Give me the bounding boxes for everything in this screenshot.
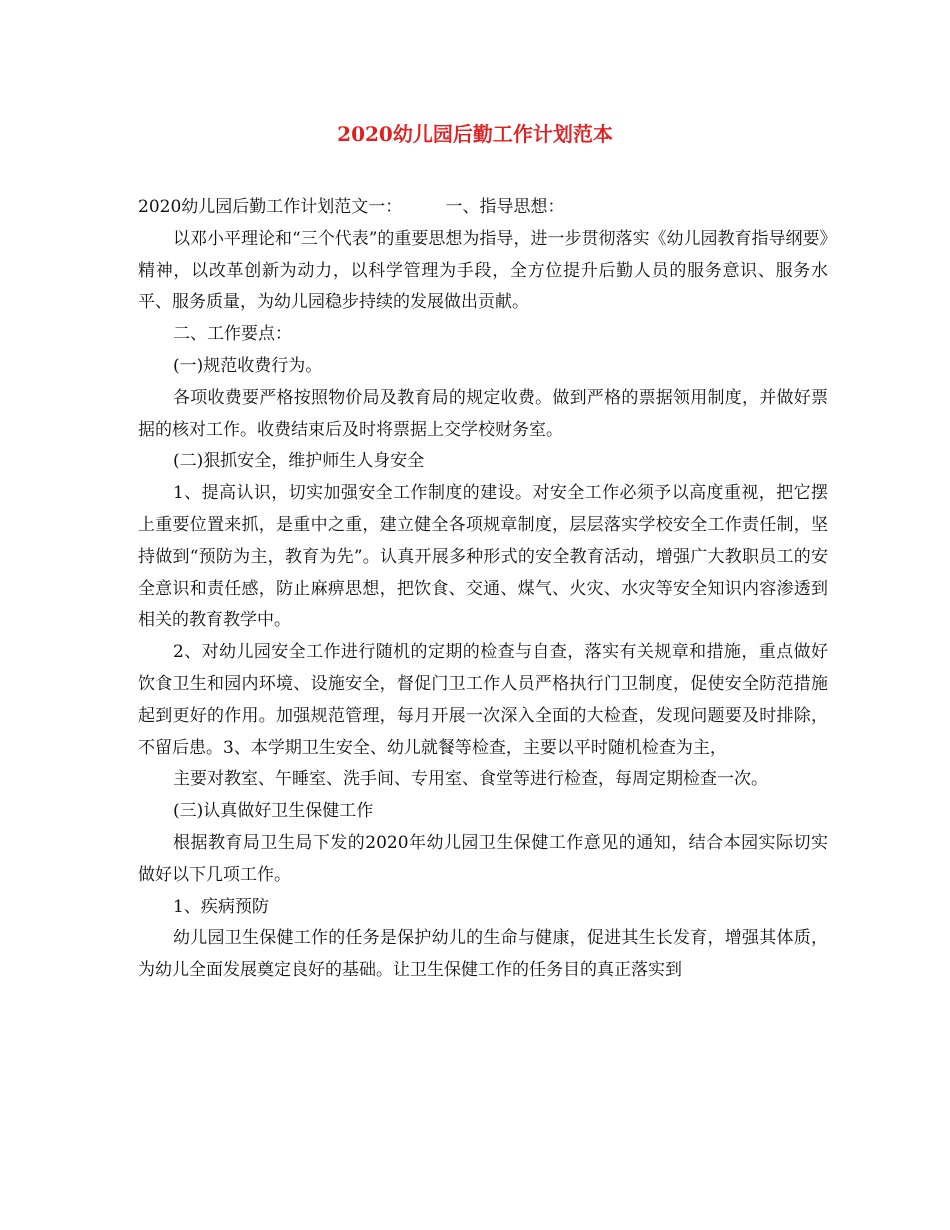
paragraph: (二)狠抓安全，维护师生人身安全 — [173, 451, 425, 472]
paragraph: 以邓小平理论和“三个代表”的重要思想为指导，进一步贯彻落实《幼儿园教育指导纲要》精神，以改革创新为动力，以科学管理为手段，全方位提升后勤人员的服务意识、服务水平、服务质量，为幼儿园稳步持续的发展做出贡献。 — [138, 228, 828, 313]
paragraph: 主要对教室、午睡室、洗手间、专用室、食堂等进行检查，每周定期检查一次。 — [173, 769, 768, 790]
document-body — [138, 192, 828, 987]
paragraph: 2020幼儿园后勤工作计划范文一： 一、指导思想： — [138, 197, 565, 217]
paragraph: (一)规范收费行为。 — [173, 355, 323, 376]
paragraph: 根据教育局卫生局下发的2020年幼儿园卫生保健工作意见的通知，结合本园实际切实做好以下几项工作。 — [138, 832, 828, 885]
document-title: 2020幼儿园后勤工作计划范本 — [337, 122, 613, 146]
paragraph: 1、提高认识，切实加强安全工作制度的建设。对安全工作必须予以高度重视，把它摆上重要位置来抓，是重中之重，建立健全各项规章制度，层层落实学校安全工作责任制，坚持做到“预防为主，教育为先”。认真开展多种形式的安全教育活动，增强广大教职员工的安全意识和责任感，防止麻痹思想，把饮食、交通、煤气、火灾、水灾等安全知识内容渗透到相关的教育教学中。 — [138, 483, 828, 631]
paragraph: (三)认真做好卫生保健工作 — [173, 801, 374, 822]
paragraph: 各项收费要严格按照物价局及教育局的规定收费。做到严格的票据领用制度，并做好票据的核对工作。收费结束后及时将票据上交学校财务室。 — [138, 387, 828, 440]
paragraph: 1、疾病预防 — [173, 896, 269, 917]
paragraph: 二、工作要点： — [173, 324, 292, 345]
paragraph: 幼儿园卫生保健工作的任务是保护幼儿的生命与健康，促进其生长发育，增强其体质，为幼儿全面发展奠定良好的基础。让卫生保健工作的任务目的真正落实到 — [138, 928, 828, 981]
paragraph: 2、对幼儿园安全工作进行随机的定期的检查与自查，落实有关规章和措施，重点做好饮食卫生和园内环境、设施安全，督促门卫工作人员严格执行门卫制度，促使安全防范措施起到更好的作用。加强规范管理，每月开展一次深入全面的大检查，发现问题要及时排除，不留后患。3、本学期卫生安全、幼儿就餐等检查，主要以平时随机检查为主， — [138, 642, 828, 758]
